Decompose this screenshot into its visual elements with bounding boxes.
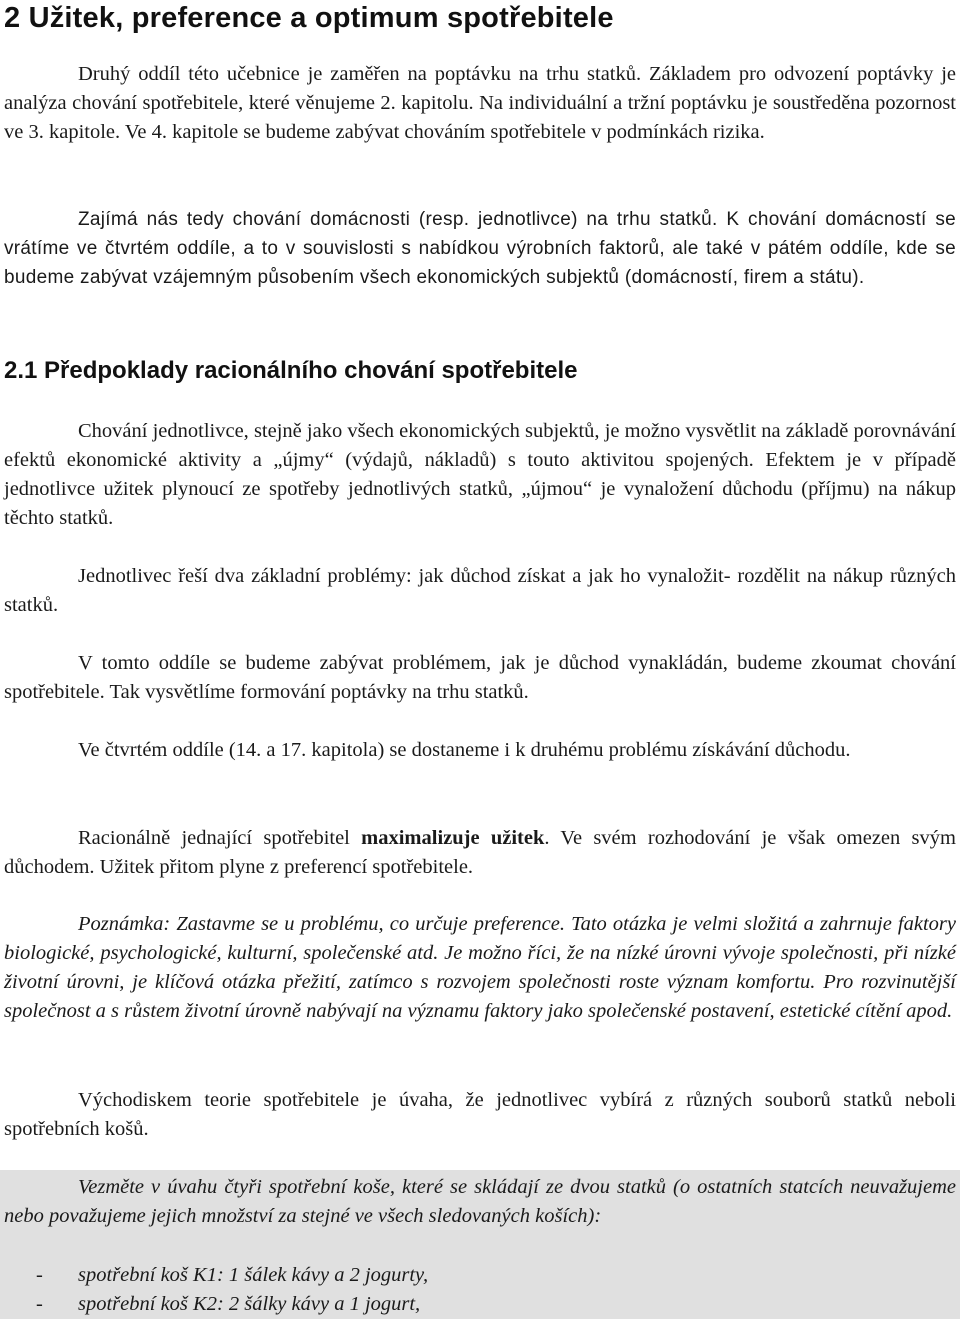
paragraph-5-text-start: Racionálně jednající spotřebitel	[78, 827, 362, 849]
paragraph-5-text-end: . Ve svém rozhodování je však omezen svým důchodem. Užitek přitom plyne z preferencí spotřebitele.	[4, 827, 956, 878]
intro-paragraph-2: Zajímá nás tedy chování domácnosti (resp. jednotlivce) na trhu statků. K chování domácností se vrátíme ve čtvrtém oddíle, a to v souvislosti s nabídkou výrobních faktorů, ale také v pátém oddíle, kde se budeme zabývat vzájemným působením všech ekonomických subjektů (domácností, firem a státu).	[4, 209, 956, 288]
section-paragraph-5	[4, 824, 956, 882]
chapter-title: 2 Užitek, preference a optimum spotřebitele	[4, 2, 614, 34]
list-item	[36, 1290, 420, 1319]
intro-paragraph-1: Druhý oddíl této učebnice je zaměřen na poptávku na trhu statků. Základem pro odvození poptávky je analýza chování spotřebitele, které věnujeme 2. kapitolu. Na individuální a tržní poptávku je soustředěna pozornost ve 3. kapitole. Ve 4. kapitole se budeme zabývat chováním spotřebitele v podmínkách rizika.	[4, 63, 956, 143]
list-dash: -	[36, 1264, 43, 1286]
list-item	[36, 1261, 428, 1290]
list-item-text: spotřební koš K1: 1 šálek kávy a 2 jogurty,	[78, 1264, 429, 1286]
note-paragraph: Poznámka: Zastavme se u problému, co určuje preference. Tato otázka je velmi složitá a zahrnuje faktory biologické, psychologické, kulturní, společenské atd. Je možno říci, že na nízké úrovni vývoje společnosti, při nízké životní úrovni, je klíčová otázka přežití, zatímco s rozvojem společnosti roste význam komfortu. Pro rozvinutější společnost a s růstem životní úrovně nabývají na významu faktory jako společenské postavení, estetické cítění apod.	[4, 913, 956, 1022]
section-paragraph-1: Chování jednotlivce, stejně jako všech ekonomických subjektů, je možno vysvětlit na základě porovnávání efektů ekonomické aktivity a „újmy“ (výdajů, nákladů) s touto aktivitou spojených. Efektem je v případě jednotlivce užitek plynoucí ze spotřeby jednotlivých statků, „újmou“ je vynaložení důchodu (příjmu) na nákup těchto statků.	[4, 420, 956, 529]
example-intro: Vezměte v úvahu čtyři spotřební koše, které se skládají ze dvou statků (o ostatních statcích neuvažujeme nebo považujeme jejich množství za stejné ve všech sledovaných koších):	[4, 1176, 956, 1227]
list-dash: -	[36, 1293, 43, 1315]
section-paragraph-4: Ve čtvrtém oddíle (14. a 17. kapitola) se dostaneme i k druhému problému získávání důchodu.	[78, 739, 851, 761]
section-paragraph-2: Jednotlivec řeší dva základní problémy: jak důchod získat a jak ho vynaložit- rozdělit na nákup různých statků.	[4, 565, 956, 616]
section-paragraph-3: V tomto oddíle se budeme zabývat problémem, jak je důchod vynakládán, budeme zkoumat chování spotřebitele. Tak vysvětlíme formování poptávky na trhu statků.	[4, 652, 956, 703]
list-item-text: spotřební koš K2: 2 šálky kávy a 1 jogurt,	[78, 1293, 421, 1315]
section-title: 2.1 Předpoklady racionálního chování spotřebitele	[4, 357, 578, 384]
section-paragraph-6: Východiskem teorie spotřebitele je úvaha, že jednotlivec vybírá z různých souborů statků neboli spotřebních košů.	[4, 1089, 956, 1140]
maximize-utility-emphasis: maximalizuje užitek	[361, 827, 545, 849]
example-box	[0, 1170, 960, 1319]
